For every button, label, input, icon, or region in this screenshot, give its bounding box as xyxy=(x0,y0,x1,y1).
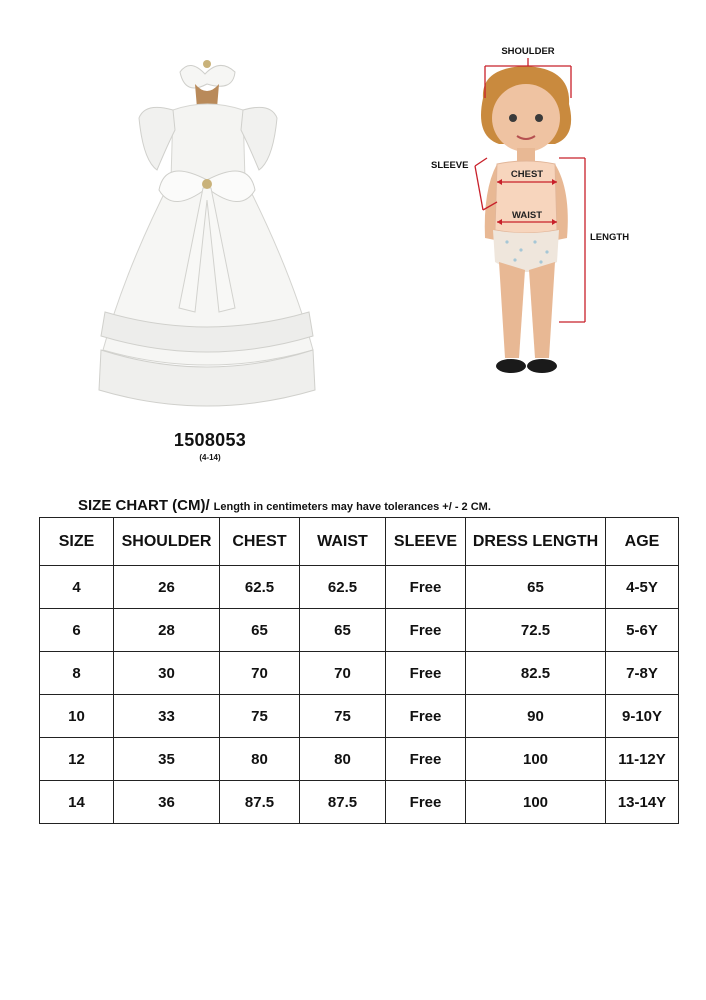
size-chart-title: SIZE CHART (CM)/ xyxy=(78,497,210,514)
column-header: SIZE xyxy=(40,518,114,566)
table-cell: 6 xyxy=(40,609,114,652)
table-cell: 100 xyxy=(466,781,606,824)
shoulder-label: SHOULDER xyxy=(501,46,555,57)
table-cell: 30 xyxy=(114,652,220,695)
table-cell: 14 xyxy=(40,781,114,824)
table-cell: 4-5Y xyxy=(606,566,679,609)
table-cell: 26 xyxy=(114,566,220,609)
chest-label: CHEST xyxy=(510,169,544,180)
table-cell: 80 xyxy=(300,738,386,781)
table-cell: 65 xyxy=(220,609,300,652)
table-cell: Free xyxy=(386,566,466,609)
table-row xyxy=(40,738,679,781)
table-cell: 62.5 xyxy=(300,566,386,609)
table-cell: 36 xyxy=(114,781,220,824)
table-cell: Free xyxy=(386,738,466,781)
product-code: 1508053 xyxy=(173,430,247,450)
table-header-row xyxy=(40,518,679,566)
table-cell: 12 xyxy=(40,738,114,781)
table-cell: 80 xyxy=(220,738,300,781)
table-cell: 75 xyxy=(300,695,386,738)
table-row xyxy=(40,652,679,695)
length-label: LENGTH xyxy=(590,232,630,243)
table-cell: 13-14Y xyxy=(606,781,679,824)
column-header: SLEEVE xyxy=(386,518,466,566)
table-cell: 65 xyxy=(466,566,606,609)
table-cell: 100 xyxy=(466,738,606,781)
table-cell: 75 xyxy=(220,695,300,738)
table-row xyxy=(40,609,679,652)
column-header: CHEST xyxy=(220,518,300,566)
table-row xyxy=(40,566,679,609)
table-cell: 8 xyxy=(40,652,114,695)
product-size-range: (4-14) xyxy=(199,453,221,462)
column-header: AGE xyxy=(606,518,679,566)
column-header: SHOULDER xyxy=(114,518,220,566)
table-cell: Free xyxy=(386,652,466,695)
table-cell: Free xyxy=(386,781,466,824)
dress-product-image xyxy=(95,50,320,425)
column-header: DRESS LENGTH xyxy=(466,518,606,566)
table-cell: 11-12Y xyxy=(606,738,679,781)
table-cell: 10 xyxy=(40,695,114,738)
sleeve-label: SLEEVE xyxy=(431,160,469,171)
table-cell: Free xyxy=(386,609,466,652)
table-cell: 35 xyxy=(114,738,220,781)
table-cell: 7-8Y xyxy=(606,652,679,695)
table-cell: 70 xyxy=(300,652,386,695)
waist-label: WAIST xyxy=(511,210,543,221)
table-cell: 4 xyxy=(40,566,114,609)
table-cell: 72.5 xyxy=(466,609,606,652)
measurement-guide-figure xyxy=(425,40,645,385)
table-cell: 28 xyxy=(114,609,220,652)
table-cell: 70 xyxy=(220,652,300,695)
table-cell: 82.5 xyxy=(466,652,606,695)
size-chart-table xyxy=(39,517,679,824)
size-chart-heading xyxy=(78,497,491,515)
table-cell: 87.5 xyxy=(300,781,386,824)
table-row xyxy=(40,695,679,738)
table-cell: 87.5 xyxy=(220,781,300,824)
table-cell: 33 xyxy=(114,695,220,738)
column-header: WAIST xyxy=(300,518,386,566)
table-row xyxy=(40,781,679,824)
table-cell: Free xyxy=(386,695,466,738)
size-chart-tolerance-note: Length in centimeters may have tolerances +/ - 2 CM. xyxy=(213,501,491,513)
table-cell: 65 xyxy=(300,609,386,652)
table-cell: 5-6Y xyxy=(606,609,679,652)
table-cell: 90 xyxy=(466,695,606,738)
table-cell: 62.5 xyxy=(220,566,300,609)
table-cell: 9-10Y xyxy=(606,695,679,738)
